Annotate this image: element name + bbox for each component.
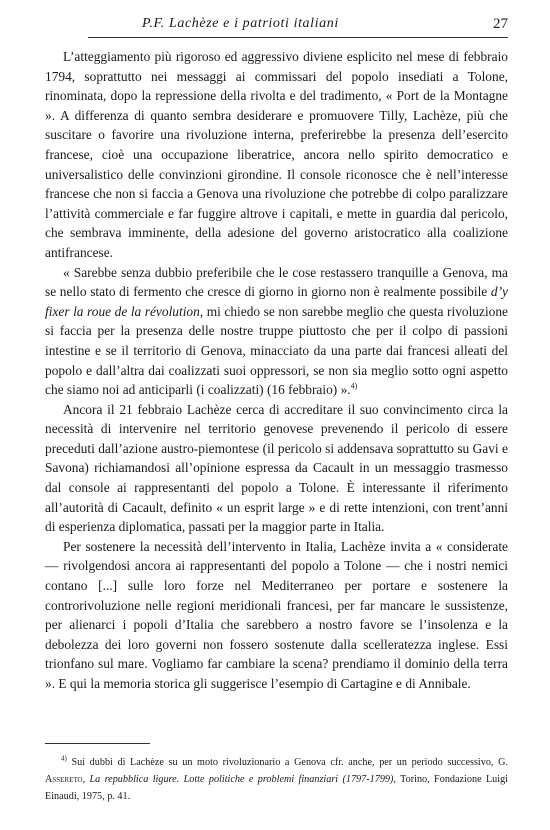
footnote-separator: , [82,774,90,785]
footnote-work-title: La repubblica ligure. Lotte politiche e problemi finanziari (1797-1799) [89,774,394,785]
french-phrase: d’y fixer la roue de la révolution [45,284,508,319]
paragraph-1: L’atteggiamento più rigoroso ed aggressivo diviene esplicito nel mese di febbraio 1794, soprattutto nei messaggi ai commissari del popolo insediati a Tolone, rinominata, dopo la repressione della rivolta e del tradimento, « Port de la Montagne ». A differenza di quanto sembra desiderare e promuovere Tilly, Lachèze, più che suscitare o favorire una rivoluzione interna, preferirebbe la presenza dell’esercito francese, cioè una occupazione liberatrice, ancora nello spirito democratico e universalistico delle convinzioni girondine. Il console riconosce che è nell’interesse francese che non si faccia a Genova una rivoluzione che potrebbe di colpo paralizzare l’attività commerciale e far fuggire altrove i capitali, e mette in guardia dal pericolo, che sembrava imminente, della adesione del governo aristocratico alla coalizione antifrancese. [45,49,508,260]
footnote-mark: 4) [61,754,67,763]
running-header [88,16,508,38]
paragraph-3: Ancora il 21 febbraio Lachèze cerca di accreditare il suo convincimento circa la necessità di intervenire nel territorio genovese prevenendo il pericolo di essere preceduti dall’azione austro-piemontese (il pericolo si addensava soprattutto su Gavi e Savona) richiamandosi all’opinione espressa da Cacault in un messaggio trasmesso dal console ai rappresentanti del popolo a Tolone. È interessante il riferimento all’autorità di Cacault, definito « un esprit large » e di rette intenzioni, con trent’anni di esperienza diplomatica, passati per la maggior parte in Italia. [45,401,508,535]
footnote-text-start: Sui dubbi di Lachèze su un moto rivoluzionario a Genova cfr. anche, per un periodo successivo, G. [66,757,508,768]
footnote-author: Assereto [45,774,83,785]
page-number: 27 [493,16,508,32]
main-text [45,47,508,694]
header-rule [88,37,508,38]
footnote-text-end: , Torino, Fondazione Luigi Einaudi, 1975, p. 41. [45,774,509,802]
running-title: P.F. Lachèze e i patrioti italiani [142,16,339,31]
footnote-rule [45,743,150,744]
footnote-reference[interactable]: 4) [350,381,358,391]
paragraph-4: Per sostenere la necessità dell’intervento in Italia, Lachèze invita a « considerate — rivolgendosi ancora ai rappresentanti del popolo a Tolone — che i nostri nemici contano [...] sulle loro forze nel Mediterraneo per portare e sostenere la controrivoluzione nelle regioni meridionali francesi, per far mancare le sussistenze, per alienarci i popoli d’Italia che sarebbero a nostro favore se l’insolenza e la debolezza dei loro governi non fossero sostenute dalla scelleratezza inglese. Essi trionfano sul mare. Vogliamo far cambiare la scena? prendiamo il dominio della terra ». E qui la memoria storica gli suggerisce l’esempio di Cartagine e di Annibale. [45,538,508,691]
paragraph-2-quote [45,263,508,400]
footnote [45,754,508,805]
quote-text-start: « Sarebbe senza dubbio preferibile che le cose restassero tranquille a Genova, ma se nello stato di fermento che cresce di giorno in giorno non è realmente possibile [45,264,508,300]
quote-text-end: , mi chiedo se non sarebbe meglio che questa rivoluzione si faccia per la presenza delle nostre truppe piuttosto che per il colpo di passioni intestine e se il territorio di Genova, minacciato da una parte dai francesi alleati del popolo e dall’altra dai coalizzati suoi oppressori, se non sia meglio sotto ogni aspetto che siamo noi ad anticiparli (i coalizzati) (16 febbraio) ». [45,303,508,398]
